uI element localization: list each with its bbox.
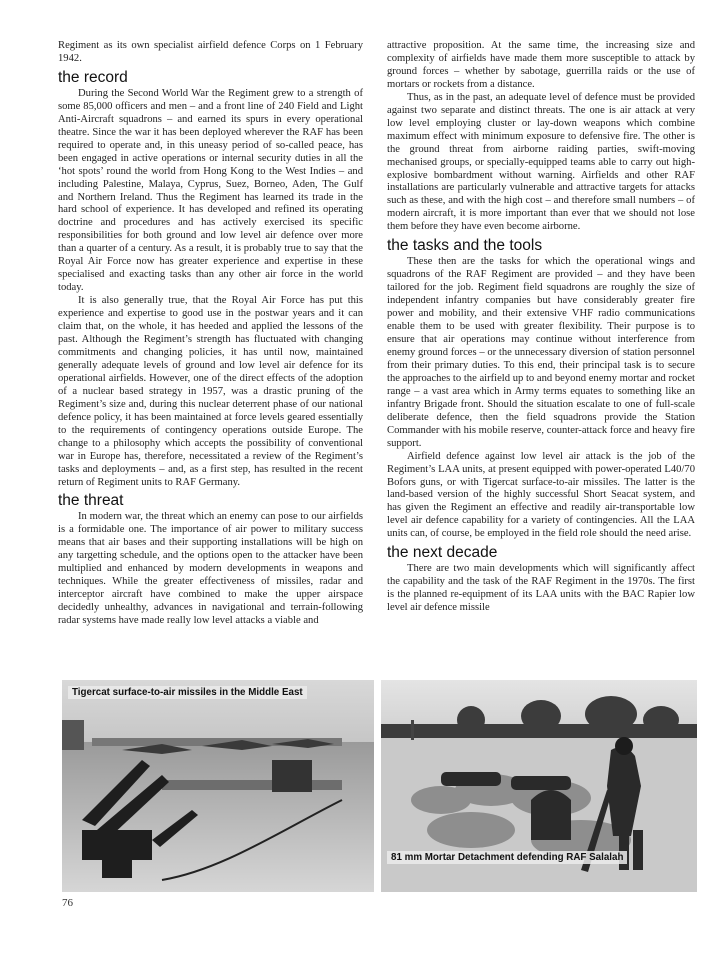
tigercat-photo <box>62 680 374 892</box>
tigercat-caption: Tigercat surface-to-air missiles in the Middle East <box>68 686 307 699</box>
heading-the-record: the record <box>58 68 128 86</box>
heading-next-decade: the next decade <box>387 544 498 562</box>
next-decade-paragraph: There are two main developments which will significantly affect the capability and the task of the RAF Regiment in the 1970s. The first is the planned re-equipment of its LAA units with the BAC Rapier low level air defence missile <box>387 563 695 614</box>
right-column <box>387 40 695 615</box>
mortar-caption: 81 mm Mortar Detachment defending RAF Salalah <box>387 851 627 864</box>
intro-paragraph: Regiment as its own specialist airfield defence Corps on 1 February 1942. <box>58 40 363 64</box>
heading-tasks-and-tools: the tasks and the tools <box>387 237 543 255</box>
mortar-photo <box>381 680 697 892</box>
tigercat-photo-image <box>62 680 374 892</box>
threat-paragraph: In modern war, the threat which an enemy can pose to our airfields is a formidable one. The importance of air power to military success means that air bases and their supporting installations will be high on any targetting schedule, and the options open to the attacker have been multiplied and enhanced by modern developments in weapons and techniques. While the greater effectiveness of missiles, radar and interceptor aircraft have combined to make the upper airspace decidedly unhealthy, advances in navigational and terrain-following radar systems have made really low level attacks a viable and <box>58 511 363 627</box>
record-paragraph-1: During the Second World War the Regiment grew to a strength of some 85,000 officers and men – and a front line of 240 Field and Light Anti-Aircraft squadrons – and earned its spurs in every operational theatre. Since the war it has been deployed wherever the RAF has been required to operate and, in this uneasy period of so-called peace, has been engaged in active operations or internal security duties in all the ‘hot spots’ round the world from Hong Kong to the West Indies – and including Palestine, Malaya, Cyprus, Suez, Borneo, Aden, The Gulf and Northern Ireland. Thus the Regiment has learned its trade in the hard school of experience. It has developed and refined its operating doctrine and procedures and has actively exercised its specific responsibilities for both ground and low level air defence over more than a quarter of a century. As a result, it is probably true to say that the Royal Air Force now has greater experience and expertise in these specialised and exacting tasks than any other air force in the world today. <box>58 87 363 294</box>
page-number: 76 <box>62 897 73 909</box>
heading-the-threat: the threat <box>58 492 124 510</box>
continuation-paragraph: attractive proposition. At the same time, the increasing size and complexity of airfields have made them more susceptible to attack by ground forces – whether by sabotage, guerrilla raids or the use of mortars or rockets from a distance. <box>387 40 695 90</box>
tasks-paragraph-1: These then are the tasks for which the operational wings and squadrons of the RAF Regiment are provided – and they have been tailored for the job. Regiment field squadrons are roughly the size of independent infantry companies but have considerably greater fire power and mobility, and their extensive VHF radio communications enable them to be used with greater flexibility. Their purpose is to ensure that air operations may continue without interference from enemy ground forces – or the unnecessary diversion of station personnel from their primary duties. To this end, their principal task is to secure the approaches to the airfield up to and beyond enemy mortar and rocket range – a vast area which in Army terms equates to something like an infantry Brigade front. Should the situation escalate to one of full-scale deliberate defence, then the field squadrons provide the Station Commander with his mobile reserve, counter-attack force and heavy fire support. <box>387 256 695 449</box>
threat-types-paragraph: Thus, as in the past, an adequate level of defence must be provided against two separate and distinct threats. The one is air attack at very low level employing cluster or lay-down weapons which combine maximum effect with minimum exposure to defensive fire. The other is the ground threat from airborne raiding parties, swift-moving mechanised groups, or specially-equipped teams able to carry out high-explosive bombardment without warning. Airfields and other RAF installations are particularly vulnerable and attractive targets for attacks such as these, and with the high cost – and therefore small numbers – of modern aircraft, it is more important than ever that we should not lose them before they have even become airborne. <box>387 91 695 233</box>
left-column <box>58 40 363 628</box>
record-paragraph-2: It is also generally true, that the Royal Air Force has put this experience and expertise to good use in the postwar years and it can claim that, on the whole, it has heeded and applied the lessons of the past. Although the Regiment’s strength has fluctuated with changing commitments and changing policies, it has until now, maintained generally adequate levels of ground and low level air defence for its operational airfields. However, one of the direct effects of the adoption of a nuclear based strategy in 1957, was a drastic pruning of the Regiment’s size and, during this nuclear deterrent phase of our national defence policy, it has been maintained at force levels geared essentially to the requirements of contingency operations outside Europe. The change to a philosophy which accepts the possibility of conventional war in Europe has, therefore, necessitated a review of the Regiment’s tasks and deployments – and, as a first step, has resulted in the recent return of Regiment units to RAF Germany. <box>58 295 363 488</box>
tasks-paragraph-2: Airfield defence against low level air attack is the job of the Regiment’s LAA units, at present equipped with power-operated L40/70 Bofors guns, or with Tigercat surface-to-air missiles. The latter is the land-based version of the highly successful Short Seacat system, and has given the Regiment an effective and readily air-transportable low level air defence capability for a variety of contingencies. All the LAA units can, of course, be employed in the field role should the need arise. <box>387 450 695 540</box>
